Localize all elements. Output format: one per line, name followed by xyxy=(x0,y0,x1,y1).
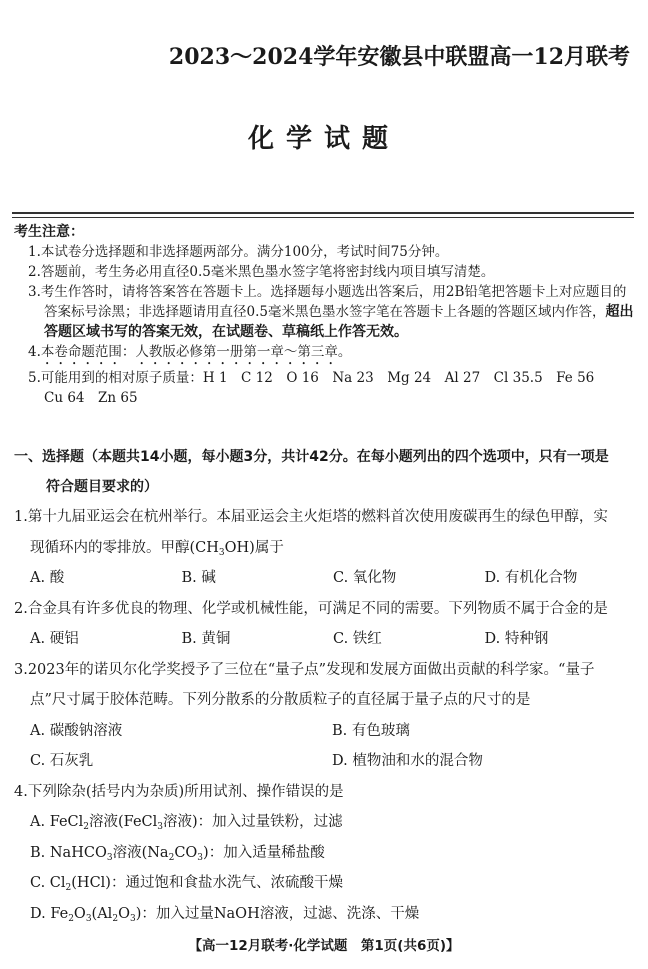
question-4 xyxy=(14,777,636,930)
notice-item-5-line1: 5.可能用到的相对原子质量：H 1 C 12 O 16 Na 23 Mg 24 Al 27 Cl 35.5 Fe 56 xyxy=(28,370,595,386)
section-heading xyxy=(14,442,636,502)
notice-item-3-emphasis: 超出答题区域书写的答案无效，在试题卷、草稿纸上作答无效。 xyxy=(44,304,634,340)
question-1 xyxy=(14,502,636,594)
question-1-stem-line2 xyxy=(14,533,636,564)
q4b-t2: 溶液(Na xyxy=(112,844,169,861)
question-2-stem: 2.合金具有许多优良的物理、化学或机械性能，可满足不同的需要。下列物质不属于合金的是 xyxy=(14,600,608,617)
question-1-option-b: B. 碱 xyxy=(181,570,216,586)
notice-item-5-line2: Cu 64 Zn 65 xyxy=(44,390,138,406)
q4d-s4: 3 xyxy=(129,913,136,924)
q4a-t1: A. FeCl xyxy=(30,814,84,830)
question-1-stem-text-a: 现循环内的零排放。甲醇(CH xyxy=(30,539,219,556)
q4d-s1: 2 xyxy=(68,913,74,924)
question-1-stem-text-b: OH)属于 xyxy=(224,539,284,556)
question-1-option-c: C. 氧化物 xyxy=(333,570,397,586)
q4b-t3: CO xyxy=(174,844,198,861)
q4d-s3: 2 xyxy=(112,913,119,924)
question-4-option-b xyxy=(14,838,636,869)
question-3-option-d: D. 植物油和水的混合物 xyxy=(332,753,483,769)
q4b-t4: )：加入适量稀盐酸 xyxy=(203,844,325,861)
notice-item-4-dotted: 本卷命题范围：人教版必修第一册第一章～第三章。 xyxy=(40,344,352,360)
notice-item-3 xyxy=(14,282,636,342)
section-heading-line2: 符合题目要求的） xyxy=(46,479,158,495)
question-2-option-d: D. 特种钢 xyxy=(484,631,549,647)
q4b-s2: 2 xyxy=(168,852,175,863)
q4d-t2: O xyxy=(73,905,86,922)
q4a-s2: 3 xyxy=(157,822,163,832)
question-4-option-d xyxy=(14,899,636,930)
question-1-stem-line1: 1.第十九届亚运会在杭州举行。本届亚运会主火炬塔的燃料首次使用废碳再生的绿色甲醇，实 xyxy=(14,509,608,525)
question-1-option-a: A. 酸 xyxy=(30,570,65,586)
question-2-option-b: B. 黄铜 xyxy=(181,631,231,647)
header-divider-thick xyxy=(12,212,634,214)
notice-item-4-prefix: 4. xyxy=(28,344,41,360)
q4d-s2: 3 xyxy=(85,913,92,924)
candidate-notice xyxy=(14,222,636,408)
q4a-t2: 溶液(FeCl xyxy=(89,814,158,830)
question-4-option-c xyxy=(14,868,636,899)
subject-title: 化学试题 xyxy=(247,124,400,154)
q4b-t1: B. NaHCO xyxy=(30,844,107,861)
question-1-subscript: 3 xyxy=(218,547,225,558)
question-2-option-c: C. 铁红 xyxy=(333,631,382,647)
question-3-stem-line1: 3.2023年的诺贝尔化学奖授予了三位在“量子点”发现和发展方面做出贡献的科学家。“量子 xyxy=(14,661,595,678)
question-4-stem: 4.下列除杂(括号内为杂质)所用试剂、操作错误的是 xyxy=(14,783,344,800)
question-2 xyxy=(14,594,636,655)
q4b-s3: 3 xyxy=(197,852,204,863)
notice-item-5 xyxy=(14,368,636,408)
exam-title: 2023～2024学年安徽县中联盟高一12月联考 xyxy=(168,44,630,70)
q4d-t1: D. Fe xyxy=(30,905,69,922)
question-1-options xyxy=(14,563,636,594)
notice-item-4 xyxy=(14,342,636,368)
q4c-t2: (HCl)：通过饱和食盐水洗气、浓硫酸干燥 xyxy=(71,875,343,891)
q4d-t3: (Al xyxy=(91,905,113,922)
question-3-stem-line2: 点”尺寸属于胶体范畴。下列分散系的分散质粒子的直径属于量子点的尺寸的是 xyxy=(30,692,531,708)
q4a-t3: 溶液)：加入过量铁粉，过滤 xyxy=(163,814,343,830)
notice-item-1: 1.本试卷分选择题和非选择题两部分。满分100分，考试时间75分钟。 xyxy=(28,244,449,260)
q4d-t5: )：加入过量NaOH溶液，过滤、洗涤、干燥 xyxy=(135,905,420,922)
question-4-option-a xyxy=(14,807,636,838)
question-3 xyxy=(14,655,636,777)
page-footer: 【高一12月联考·化学试题 第1页(共6页)】 xyxy=(188,938,460,954)
header-divider-thin xyxy=(12,217,634,218)
notice-heading: 考生注意： xyxy=(14,224,84,240)
section-heading-line1: 一、选择题（本题共14小题，每小题3分，共计42分。在每小题列出的四个选项中，只有一项是 xyxy=(14,449,609,465)
question-3-option-b: B. 有色玻璃 xyxy=(332,722,410,739)
question-list xyxy=(14,502,636,929)
q4c-t1: C. Cl xyxy=(30,875,66,891)
q4c-s1: 2 xyxy=(65,883,72,893)
question-3-option-c: C. 石灰乳 xyxy=(30,753,94,769)
question-1-option-d: D. 有机化合物 xyxy=(484,570,578,586)
question-2-option-a: A. 硬铝 xyxy=(30,631,79,647)
q4a-s1: 2 xyxy=(83,822,90,832)
notice-item-3-text: 3.考生作答时，请将答案答在答题卡上。选择题每小题选出答案后，用2B铅笔把答题卡上对应题目的答案标号涂黑；非选择题请用直径0.5毫米黑色墨水签字笔在答题卡上各题的答题区域内作答， xyxy=(28,284,627,320)
question-2-options xyxy=(14,624,636,655)
question-3-options-row1 xyxy=(14,716,636,747)
notice-item-2: 2.答题前，考生务必用直径0.5毫米黑色墨水签字笔将密封线内项目填写清楚。 xyxy=(28,264,495,280)
question-3-option-a: A. 碳酸钠溶液 xyxy=(30,722,123,739)
q4b-s1: 3 xyxy=(106,852,113,863)
question-3-options-row2 xyxy=(14,746,636,777)
q4d-t4: O xyxy=(118,905,130,922)
